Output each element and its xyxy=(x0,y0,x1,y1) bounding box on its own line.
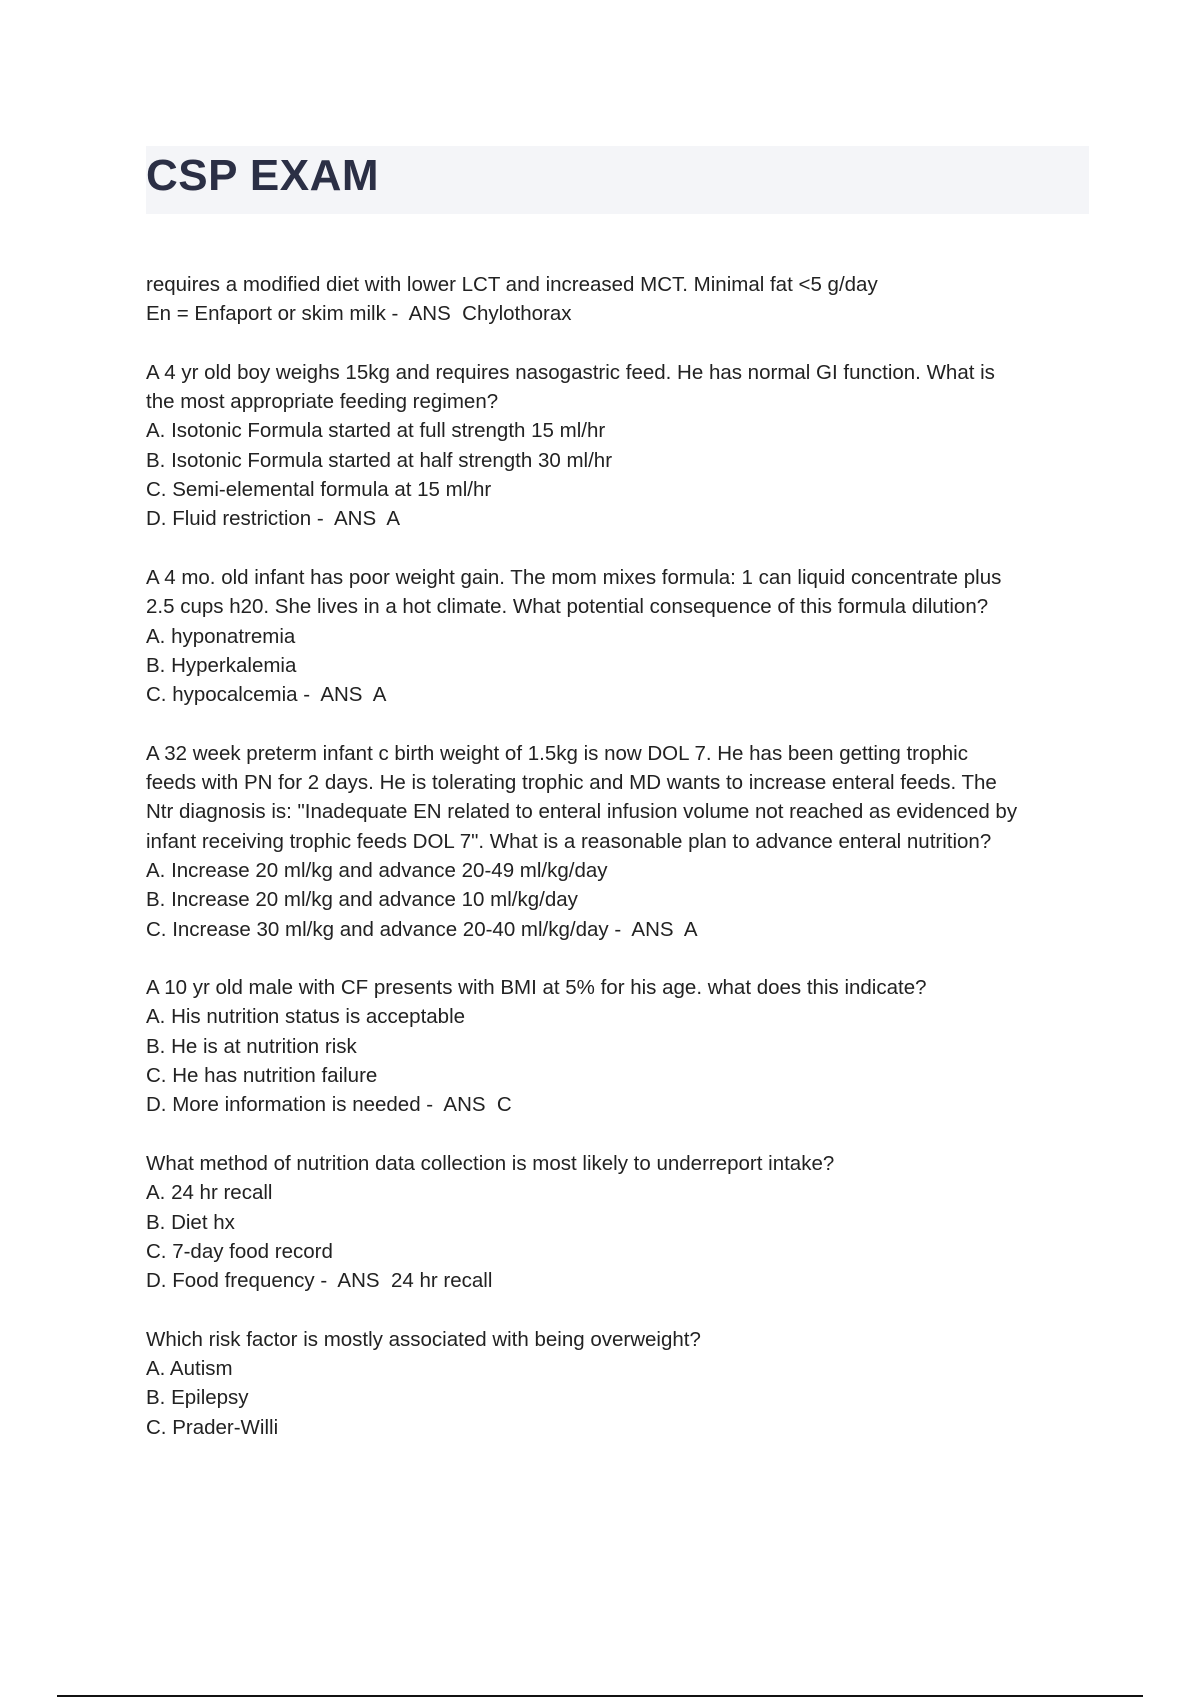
answer-option: D. More information is needed - ANS C xyxy=(146,1093,512,1117)
answer-option: A. Increase 20 ml/kg and advance 20-49 ml/kg/day xyxy=(146,858,608,882)
answer-option: A. 24 hr recall xyxy=(146,1181,273,1205)
question-stem: A 4 mo. old infant has poor weight gain. The mom mixes formula: 1 can liquid concentrate plus xyxy=(146,565,1002,589)
answer-option: D. Food frequency - ANS 24 hr recall xyxy=(146,1269,493,1293)
question-stem: Which risk factor is mostly associated with being overweight? xyxy=(146,1327,701,1351)
document-body xyxy=(146,270,1096,1471)
question-stem: Ntr diagnosis is: "Inadequate EN related to enteral infusion volume not reached as evidenced by xyxy=(146,800,1018,824)
title-band xyxy=(146,146,1089,214)
question-stem: A 4 yr old boy weighs 15kg and requires nasogastric feed. He has normal GI function. What is xyxy=(146,360,995,384)
question-block xyxy=(146,358,1096,534)
answer-option: C. Increase 30 ml/kg and advance 20-40 ml/kg/day - ANS A xyxy=(146,917,698,941)
answer-option: C. hypocalcemia - ANS A xyxy=(146,683,387,707)
answer-option: B. Epilepsy xyxy=(146,1386,249,1410)
question-block xyxy=(146,1149,1096,1295)
answer-option: B. Increase 20 ml/kg and advance 10 ml/kg/day xyxy=(146,888,578,912)
question-stem: What method of nutrition data collection is most likely to underreport intake? xyxy=(146,1151,835,1175)
answer-option: C. 7-day food record xyxy=(146,1239,333,1263)
answer-option: D. Fluid restriction - ANS A xyxy=(146,507,401,531)
question-stem: the most appropriate feeding regimen? xyxy=(146,390,499,414)
intro-block xyxy=(146,270,1096,329)
intro-line: En = Enfaport or skim milk - ANS Chylothorax xyxy=(146,302,572,326)
answer-option: B. Isotonic Formula started at half strength 30 ml/hr xyxy=(146,448,613,472)
answer-option: B. Diet hx xyxy=(146,1210,235,1234)
question-block xyxy=(146,973,1096,1119)
intro-line: requires a modified diet with lower LCT and increased MCT. Minimal fat <5 g/day xyxy=(146,273,878,296)
page-title: CSP EXAM xyxy=(146,151,380,200)
question-block xyxy=(146,563,1096,709)
footer-divider xyxy=(57,1695,1143,1697)
answer-option: A. Isotonic Formula started at full strength 15 ml/hr xyxy=(146,419,606,443)
answer-option: A. His nutrition status is acceptable xyxy=(146,1005,466,1029)
question-stem: A 10 yr old male with CF presents with BMI at 5% for his age. what does this indicate? xyxy=(146,976,927,1000)
answer-option: C. Prader-Willi xyxy=(146,1415,279,1439)
question-stem: feeds with PN for 2 days. He is tolerating trophic and MD wants to increase enteral feeds. The xyxy=(146,771,997,795)
answer-option: A. hyponatremia xyxy=(146,624,296,648)
question-block xyxy=(146,1325,1096,1442)
question-stem: A 32 week preterm infant c birth weight of 1.5kg is now DOL 7. He has been getting trophic xyxy=(146,741,968,765)
question-block xyxy=(146,739,1096,944)
answer-option: C. He has nutrition failure xyxy=(146,1064,378,1088)
answer-option: B. Hyperkalemia xyxy=(146,653,297,677)
answer-option: C. Semi-elemental formula at 15 ml/hr xyxy=(146,478,492,502)
answer-option: B. He is at nutrition risk xyxy=(146,1034,357,1058)
question-stem: 2.5 cups h20. She lives in a hot climate. What potential consequence of this formula dilution? xyxy=(146,595,989,619)
answer-option: A. Autism xyxy=(146,1356,233,1380)
question-stem: infant receiving trophic feeds DOL 7". What is a reasonable plan to advance enteral nutrition? xyxy=(146,829,992,853)
